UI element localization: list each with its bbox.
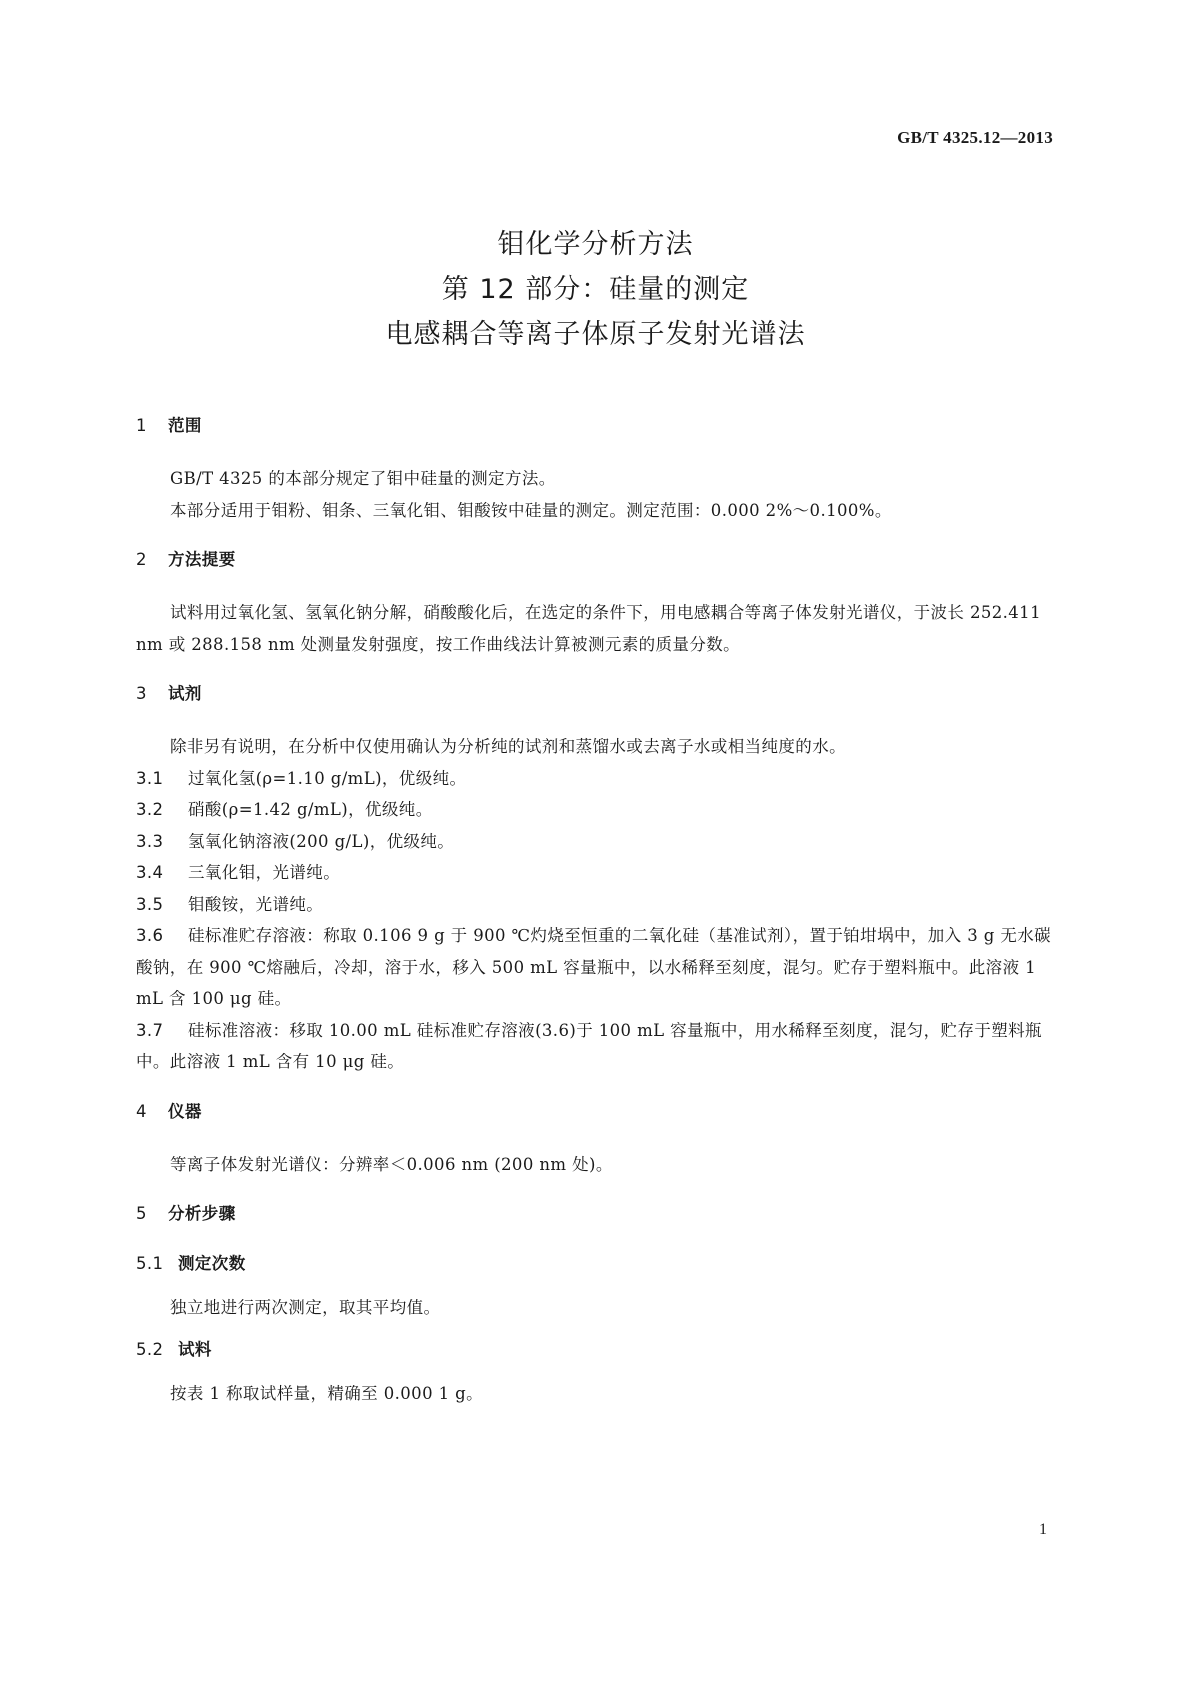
section-3-heading [136, 680, 1056, 708]
list-item [136, 826, 1056, 858]
item-text: 过氧化氢(ρ=1.10 g/mL)，优级纯。 [188, 768, 467, 788]
subsection-title: 测定次数 [178, 1254, 246, 1273]
section-4-heading [136, 1098, 1056, 1126]
page-number: 1 [1039, 1521, 1047, 1538]
section-number: 1 [136, 416, 147, 435]
list-item [136, 920, 1056, 1015]
paragraph: 除非另有说明，在分析中仅使用确认为分析纯的试剂和蒸馏水或去离子水或相当纯度的水。 [170, 737, 846, 756]
paragraph: 按表 1 称取试样量，精确至 0.000 1 g。 [170, 1383, 484, 1403]
section-title: 仪器 [168, 1101, 202, 1121]
paragraph: 本部分适用于钼粉、钼条、三氧化钼、钼酸铵中硅量的测定。测定范围：0.000 2%～0.100%。 [170, 500, 892, 520]
item-number: 3.4 [136, 863, 164, 882]
list-item [136, 1015, 1056, 1078]
subsection-5-2-heading [136, 1336, 1056, 1364]
item-text: 氢氧化钠溶液(200 g/L)，优级纯。 [188, 831, 455, 851]
item-number: 3.5 [136, 894, 164, 914]
list-item [136, 889, 1056, 921]
section-number: 2 [136, 550, 147, 569]
document-body [136, 412, 1056, 1409]
paragraph: GB/T 4325 的本部分规定了钼中硅量的测定方法。 [170, 469, 556, 488]
item-number: 3.7 [136, 1020, 164, 1040]
section-title: 方法提要 [168, 550, 236, 569]
section-1-heading [136, 412, 1056, 440]
paragraph: 试料用过氧化氢、氢氧化钠分解，硝酸酸化后，在选定的条件下，用电感耦合等离子体发射光谱仪，于波长 252.411 nm 或 288.158 nm 处测量发射强度，按工作曲线法计算被测元素的质量分数。 [136, 603, 1041, 654]
section-5-heading [136, 1200, 1056, 1228]
item-number: 3.6 [136, 926, 164, 945]
list-item [136, 857, 1056, 889]
title-line-2: 第 12 部分：硅量的测定 [441, 274, 750, 305]
section-number: 3 [136, 684, 147, 703]
paragraph: 等离子体发射光谱仪：分辨率＜0.006 nm (200 nm 处)。 [170, 1154, 613, 1174]
item-number: 3.1 [136, 768, 164, 788]
item-number: 3.3 [136, 831, 164, 851]
item-text: 硅标准贮存溶液：称取 0.106 9 g 于 900 ℃灼烧至恒重的二氧化硅（基准试剂），置于铂坩埚中，加入 3 g 无水碳酸钠，在 900 ℃熔融后，冷却，溶于水，移入 500 mL 容量瓶中，以水稀释至刻度，混匀。贮存于塑料瓶中。此溶液 1 mL 含 100 μg 硅。 [136, 926, 1052, 1008]
item-text: 硝酸(ρ=1.42 g/mL)，优级纯。 [188, 800, 433, 819]
item-text: 钼酸铵，光谱纯。 [188, 894, 324, 914]
subsection-5-1-heading [136, 1250, 1056, 1278]
section-title: 范围 [168, 416, 202, 435]
list-item [136, 794, 1056, 826]
standard-code: GB/T 4325.12—2013 [897, 128, 1053, 147]
section-title: 分析步骤 [168, 1204, 236, 1223]
title-line-1: 钼化学分析方法 [497, 229, 694, 260]
list-item [136, 763, 1056, 795]
subsection-title: 试料 [178, 1339, 212, 1359]
subsection-number: 5.1 [136, 1254, 164, 1273]
item-number: 3.2 [136, 800, 164, 819]
item-text: 三氧化钼，光谱纯。 [188, 863, 341, 882]
document-title [0, 222, 1191, 357]
section-2-heading [136, 546, 1056, 574]
item-text: 硅标准溶液：移取 10.00 mL 硅标准贮存溶液(3.6)于 100 mL 容量瓶中，用水稀释至刻度，混匀，贮存于塑料瓶中。此溶液 1 mL 含有 10 μg 硅。 [136, 1020, 1042, 1071]
subsection-number: 5.2 [136, 1339, 164, 1359]
section-title: 试剂 [168, 684, 202, 703]
section-number: 4 [136, 1101, 147, 1121]
section-number: 5 [136, 1204, 147, 1223]
paragraph: 独立地进行两次测定，取其平均值。 [170, 1298, 441, 1317]
title-line-3: 电感耦合等离子体原子发射光谱法 [385, 319, 806, 350]
